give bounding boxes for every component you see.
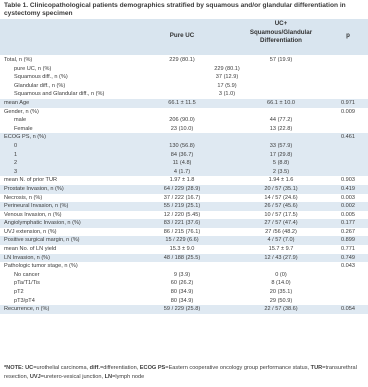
table-caption: Table 1. Clinicopathological patients demographics stratified by squamous and/or glandular differentiation in cystectomy specimen bbox=[4, 2, 346, 18]
table-row bbox=[0, 245, 368, 254]
table-row bbox=[0, 159, 368, 168]
row-label: No cancer bbox=[14, 271, 40, 278]
cell-pure-uc: 59 / 229 (25.8) bbox=[163, 306, 201, 313]
cell-uc-squamous-glandular: 2 (3.5) bbox=[272, 168, 290, 175]
cell-uc-squamous-glandular: 37 (12.9) bbox=[215, 74, 239, 81]
cell-uc-squamous-glandular: 0 (0) bbox=[275, 271, 287, 278]
header-col2-line2: Squamous/Glandular bbox=[249, 28, 313, 36]
header-col2-line3: Differentiation bbox=[260, 37, 302, 45]
cell-pure-uc: 206 (90.0) bbox=[169, 117, 195, 124]
cell-pure-uc: 86 / 215 (76.1) bbox=[163, 228, 201, 235]
cell-pure-uc: 15.3 ± 9.0 bbox=[169, 246, 195, 253]
table-row bbox=[0, 176, 368, 185]
cell-pure-uc: 84 (36.7) bbox=[170, 151, 194, 158]
cell-uc-squamous-glandular: 66.1 ± 10.0 bbox=[267, 99, 295, 106]
table-row bbox=[0, 99, 368, 108]
cell-uc-squamous-glandular: 29 (50.9) bbox=[269, 297, 293, 304]
cell-pure-uc: 12 / 220 (5.45) bbox=[163, 211, 201, 218]
footnote-abbr-ecog: ECOG PS bbox=[139, 365, 166, 371]
cell-uc-squamous-glandular: 14 / 57 (24.6) bbox=[264, 194, 298, 201]
cell-uc-squamous-glandular: 20 / 57 (35.1) bbox=[264, 185, 298, 192]
table-row bbox=[0, 228, 368, 237]
row-label: Total, n (%) bbox=[4, 57, 33, 63]
footnote-abbr-uvj: UVJ bbox=[29, 373, 41, 380]
cell-pure-uc: 80 (34.9) bbox=[170, 297, 194, 304]
cell-uc-squamous-glandular: 22 / 57 (38.6) bbox=[264, 306, 298, 313]
row-label: 3 bbox=[14, 168, 18, 175]
footnote-def-uc: =urothelial carcinoma, bbox=[33, 365, 90, 371]
cell-p-value: 0.749 bbox=[341, 254, 355, 261]
table-row bbox=[0, 125, 368, 134]
cell-p-value: 0.002 bbox=[341, 203, 355, 210]
cell-pure-uc: 55 / 219 (25.1) bbox=[163, 203, 201, 210]
table-row bbox=[0, 151, 368, 160]
cell-p-value: 0.771 bbox=[341, 246, 355, 253]
footnote-def-ln: =lymph node bbox=[112, 373, 145, 380]
row-label: pTa/T1/Tis bbox=[14, 280, 40, 287]
footnote-def-diff: =differentiation, bbox=[99, 365, 140, 371]
table-row bbox=[0, 116, 368, 125]
row-label: Squamous diff., n (%) bbox=[14, 74, 68, 81]
table-row bbox=[0, 142, 368, 151]
cell-pure-uc: 11 (4.8) bbox=[172, 160, 192, 167]
row-label: Angiolymphatic Invasion, n (%) bbox=[4, 220, 81, 227]
cell-pure-uc: 64 / 229 (28.9) bbox=[163, 185, 201, 192]
row-label: pT2 bbox=[14, 289, 24, 296]
row-label: UVJ extension, n (%) bbox=[4, 228, 57, 235]
footnote-def-ecog: =Eastern cooperative oncology group performance status, bbox=[165, 365, 311, 371]
table-row bbox=[0, 219, 368, 228]
cell-p-value: 0.009 bbox=[341, 108, 355, 115]
table-row bbox=[0, 202, 368, 211]
cell-pure-uc: 80 (34.9) bbox=[170, 289, 194, 296]
header-pure-uc: Pure UC bbox=[169, 32, 195, 39]
table-footnote bbox=[4, 364, 366, 381]
cell-uc-squamous-glandular: 10 / 57 (17.5) bbox=[264, 211, 298, 218]
cell-p-value: 0.899 bbox=[341, 237, 355, 244]
table-row bbox=[0, 211, 368, 220]
row-label: Recurrence, n (%) bbox=[4, 306, 50, 313]
cell-uc-squamous-glandular: 44 (77.2) bbox=[269, 117, 293, 124]
cell-uc-squamous-glandular: 17 (5.9) bbox=[217, 82, 237, 89]
cell-p-value: 0.971 bbox=[341, 99, 355, 106]
cell-uc-squamous-glandular: 57 (19.9) bbox=[269, 57, 293, 63]
cell-uc-squamous-glandular: 12 / 43 (27.9) bbox=[264, 254, 298, 261]
row-label: Perineural Invasion, n (%) bbox=[4, 203, 69, 210]
row-label: pT3/pT4 bbox=[14, 297, 35, 304]
cell-pure-uc: 229 (80.1) bbox=[169, 57, 195, 63]
table-header bbox=[0, 19, 368, 55]
cell-p-value: 0.043 bbox=[341, 263, 355, 270]
header-p-value: p bbox=[346, 32, 350, 39]
cell-uc-squamous-glandular: 5 (8.8) bbox=[272, 160, 290, 167]
row-label: Pathologic tumor stage, n (%) bbox=[4, 263, 78, 270]
table-row bbox=[0, 82, 368, 91]
table-row bbox=[0, 297, 368, 306]
row-label: Necrosis, n (%) bbox=[4, 194, 43, 201]
cell-uc-squamous-glandular: 8 (14.0) bbox=[271, 280, 291, 287]
cell-p-value: 0.461 bbox=[341, 134, 355, 141]
row-label: Positive surgical margin, n (%) bbox=[4, 237, 80, 244]
header-col2-line1: UC+ bbox=[274, 20, 288, 27]
row-label: Glandular diff., n (%) bbox=[14, 82, 66, 89]
row-label: pure UC, n (%) bbox=[14, 65, 52, 72]
cell-pure-uc: 4 (1.7) bbox=[173, 168, 191, 175]
table-row bbox=[0, 56, 368, 65]
cell-p-value: 0.903 bbox=[341, 177, 355, 184]
cell-uc-squamous-glandular: 20 (35.1) bbox=[269, 289, 293, 296]
table-row bbox=[0, 236, 368, 245]
row-label: LN Invasion, n (%) bbox=[4, 254, 51, 261]
row-label: Venous Invasion, n (%) bbox=[4, 211, 62, 218]
footnote-abbr-diff: diff. bbox=[89, 365, 100, 371]
table-body bbox=[0, 56, 368, 314]
cell-pure-uc: 60 (26.2) bbox=[170, 280, 194, 287]
row-label: mean No. of LN yield bbox=[4, 246, 57, 253]
cell-pure-uc: 23 (10.0) bbox=[170, 125, 194, 132]
cell-pure-uc: 15 / 229 (6.6) bbox=[165, 237, 199, 244]
footnote-abbr-uc: UC bbox=[25, 365, 34, 371]
table-row bbox=[0, 305, 368, 314]
row-label: mean N. of prior TUR bbox=[4, 177, 58, 184]
row-label: male bbox=[14, 117, 27, 124]
cell-pure-uc: 37 / 222 (16.7) bbox=[163, 194, 201, 201]
cell-pure-uc: 1.97 ± 1.8 bbox=[169, 177, 195, 184]
footnote-abbr-ln: LN bbox=[104, 373, 113, 380]
cell-uc-squamous-glandular: 27 / 57 (47.4) bbox=[264, 220, 298, 227]
table-row bbox=[0, 168, 368, 177]
cell-p-value: 0.419 bbox=[341, 185, 355, 192]
cell-uc-squamous-glandular: 1.94 ± 1.6 bbox=[268, 177, 294, 184]
row-label: ECOG PS, n (%) bbox=[4, 134, 46, 141]
cell-pure-uc: 130 (56.8) bbox=[169, 142, 195, 149]
row-label: 2 bbox=[14, 160, 18, 167]
cell-uc-squamous-glandular: 3 (1.0) bbox=[218, 91, 236, 98]
cell-uc-squamous-glandular: 17 (29.8) bbox=[269, 151, 293, 158]
table-row bbox=[0, 90, 368, 99]
cell-uc-squamous-glandular: 13 (22.8) bbox=[269, 125, 293, 132]
cell-p-value: 0.267 bbox=[341, 228, 355, 235]
row-label: Squamous and Glandular diff., n (%) bbox=[14, 91, 105, 98]
table-row bbox=[0, 65, 368, 74]
table-row bbox=[0, 108, 368, 117]
table-row bbox=[0, 73, 368, 82]
table-row bbox=[0, 133, 368, 142]
cell-p-value: 0.177 bbox=[341, 220, 355, 227]
table-row bbox=[0, 262, 368, 271]
row-label: 1 bbox=[14, 151, 18, 158]
table-row bbox=[0, 194, 368, 203]
cell-p-value: 0.005 bbox=[341, 211, 355, 218]
table-row bbox=[0, 185, 368, 194]
cell-uc-squamous-glandular: 229 (80.1) bbox=[214, 65, 240, 72]
table-row bbox=[0, 288, 368, 297]
cell-p-value: 0.003 bbox=[341, 194, 355, 201]
header-uc-squamous-glandular bbox=[236, 20, 326, 46]
cell-uc-squamous-glandular: 4 / 57 (7.0) bbox=[267, 237, 295, 244]
table-row bbox=[0, 279, 368, 288]
cell-pure-uc: 66.1 ± 11.5 bbox=[168, 99, 196, 106]
footnote-def-tur: =transurethral resection, bbox=[4, 365, 357, 380]
cell-uc-squamous-glandular: 27 /56 (48.2) bbox=[265, 228, 297, 235]
cell-uc-squamous-glandular: 26 / 57 (45.6) bbox=[264, 203, 298, 210]
cell-uc-squamous-glandular: 33 (57.9) bbox=[269, 142, 293, 149]
row-label: 0 bbox=[14, 142, 18, 149]
row-label: Prostate Invasion, n (%) bbox=[4, 185, 64, 192]
row-label: Female bbox=[14, 125, 33, 132]
cell-pure-uc: 48 / 188 (25.5) bbox=[163, 254, 201, 261]
row-label: Gender, n (%) bbox=[4, 108, 39, 115]
cell-pure-uc: 83 / 221 (37.6) bbox=[163, 220, 201, 227]
cell-p-value: 0.054 bbox=[341, 306, 355, 313]
table-row bbox=[0, 254, 368, 263]
footnote-note: *NOTE: bbox=[4, 365, 26, 371]
cell-pure-uc: 9 (3.9) bbox=[173, 271, 191, 278]
cell-uc-squamous-glandular: 15.7 ± 9.7 bbox=[268, 246, 294, 253]
table-row bbox=[0, 271, 368, 280]
footnote-abbr-tur: TUR bbox=[310, 365, 323, 371]
footnote-def-uvj: =uretero-vesical junction, bbox=[40, 373, 105, 380]
row-label: mean Age bbox=[4, 99, 30, 106]
